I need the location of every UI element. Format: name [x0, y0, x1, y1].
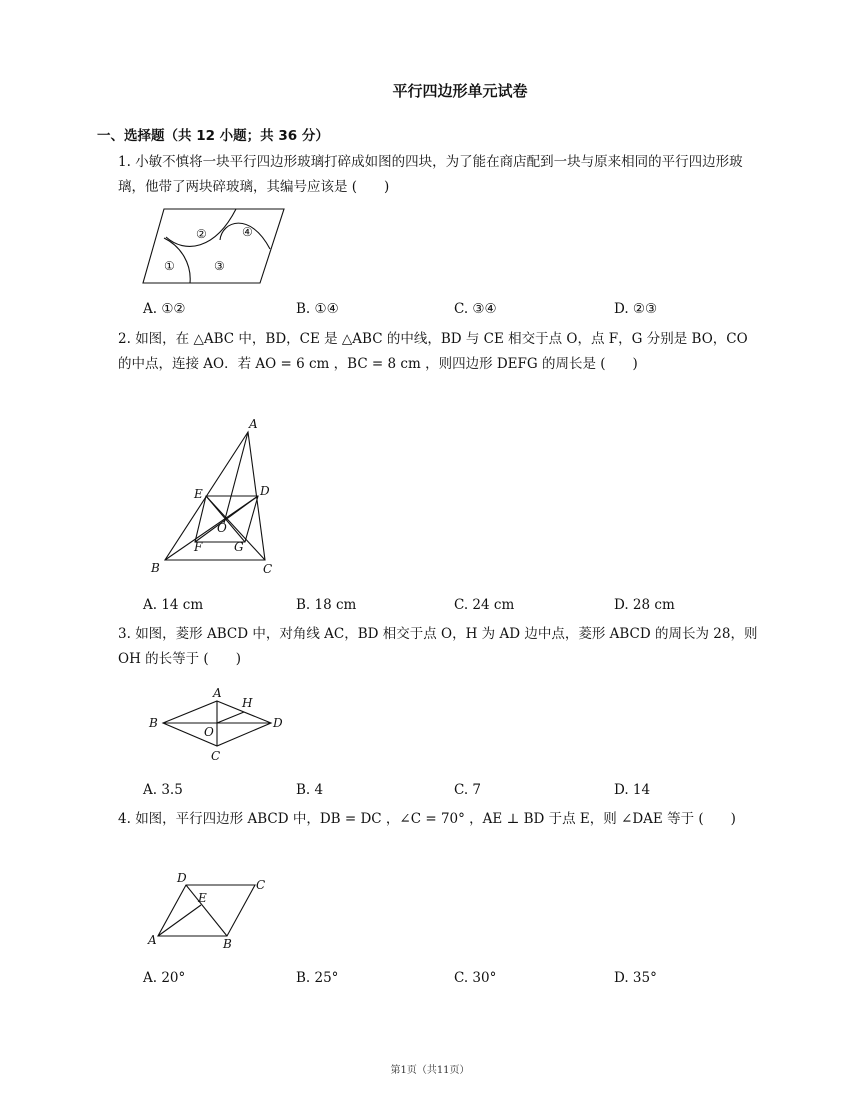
- vertex-label-a: A: [148, 933, 157, 947]
- figure-rhombus-abcd: [145, 686, 290, 766]
- piece-label-4: ④: [242, 225, 253, 239]
- vertex-label-c: C: [263, 562, 273, 576]
- question-number: 3.: [118, 626, 131, 642]
- option-c[interactable]: C. ③④: [454, 301, 497, 317]
- question-number: 2.: [118, 331, 131, 347]
- vertex-label-b: B: [223, 937, 232, 951]
- question-number: 4.: [118, 811, 131, 827]
- vertex-label-f: F: [194, 540, 203, 554]
- vertex-label-a: A: [249, 417, 258, 431]
- option-b[interactable]: B. 18 cm: [296, 597, 357, 613]
- page-footer: 第1页（共11页）: [390, 1065, 470, 1076]
- piece-label-1: ①: [164, 259, 175, 273]
- question-text: 如图，在 △ABC 中，BD，CE 是 △ABC 的中线，BD 与 CE 相交于点 O，点 F，G 分别是 BO，CO 的中点，连接 AO．若 AO = 6 cm ，BC = 8 cm ，则四边形 DEFG 的周长是 ( ): [118, 331, 748, 372]
- vertex-label-o: O: [204, 725, 214, 739]
- vertex-label-b: B: [151, 561, 160, 575]
- vertex-label-b: B: [149, 716, 158, 730]
- option-c[interactable]: C. 30°: [454, 970, 497, 986]
- option-a[interactable]: A. 3.5: [143, 782, 183, 798]
- option-a[interactable]: A. 14 cm: [143, 597, 204, 613]
- vertex-label-e: E: [194, 487, 203, 501]
- option-a[interactable]: A. ①②: [143, 301, 186, 317]
- piece-label-2: ②: [196, 227, 207, 241]
- vertex-label-c: C: [211, 749, 221, 763]
- option-d[interactable]: D. 28 cm: [614, 597, 675, 613]
- option-d[interactable]: D. 35°: [614, 970, 657, 986]
- section-heading: 一、选择题（共 12 小题；共 36 分）: [97, 128, 329, 144]
- question-text: 如图，平行四边形 ABCD 中，DB = DC ，∠C = 70° ，AE ⊥ BD 于点 E，则 ∠DAE 等于 ( ): [135, 811, 736, 827]
- option-b[interactable]: B. 4: [296, 782, 324, 798]
- piece-label-3: ③: [214, 259, 225, 273]
- option-b[interactable]: B. ①④: [296, 301, 339, 317]
- vertex-label-d: D: [177, 871, 187, 885]
- vertex-label-c: C: [256, 878, 266, 892]
- question-4: [118, 807, 763, 832]
- question-3: [118, 622, 763, 672]
- figure-triangle-abc: [145, 412, 285, 580]
- question-number: 1.: [118, 154, 131, 170]
- vertex-label-d: D: [273, 716, 283, 730]
- question-1: [118, 150, 763, 200]
- question-text: 小敏不慎将一块平行四边形玻璃打碎成如图的四块，为了能在商店配到一块与原来相同的平行四边形玻璃，他带了两块碎玻璃，其编号应该是 ( ): [118, 154, 743, 195]
- option-c[interactable]: C. 24 cm: [454, 597, 515, 613]
- option-c[interactable]: C. 7: [454, 782, 482, 798]
- option-d[interactable]: D. ②③: [614, 301, 658, 317]
- question-2: [118, 327, 763, 377]
- option-d[interactable]: D. 14: [614, 782, 651, 798]
- vertex-label-o: O: [217, 521, 227, 535]
- vertex-label-g: G: [234, 540, 244, 554]
- page-title: 平行四边形单元试卷: [392, 82, 528, 100]
- vertex-label-d: D: [260, 484, 270, 498]
- vertex-label-e: E: [198, 891, 207, 905]
- option-b[interactable]: B. 25°: [296, 970, 339, 986]
- vertex-label-a: A: [213, 686, 222, 700]
- question-text: 如图，菱形 ABCD 中，对角线 AC，BD 相交于点 O，H 为 AD 边中点，菱形 ABCD 的周长为 28，则 OH 的长等于 ( ): [118, 626, 758, 667]
- option-a[interactable]: A. 20°: [143, 970, 186, 986]
- vertex-label-h: H: [242, 696, 253, 710]
- figure-broken-glass: [140, 206, 290, 288]
- figure-parallelogram-abcd: [145, 868, 275, 953]
